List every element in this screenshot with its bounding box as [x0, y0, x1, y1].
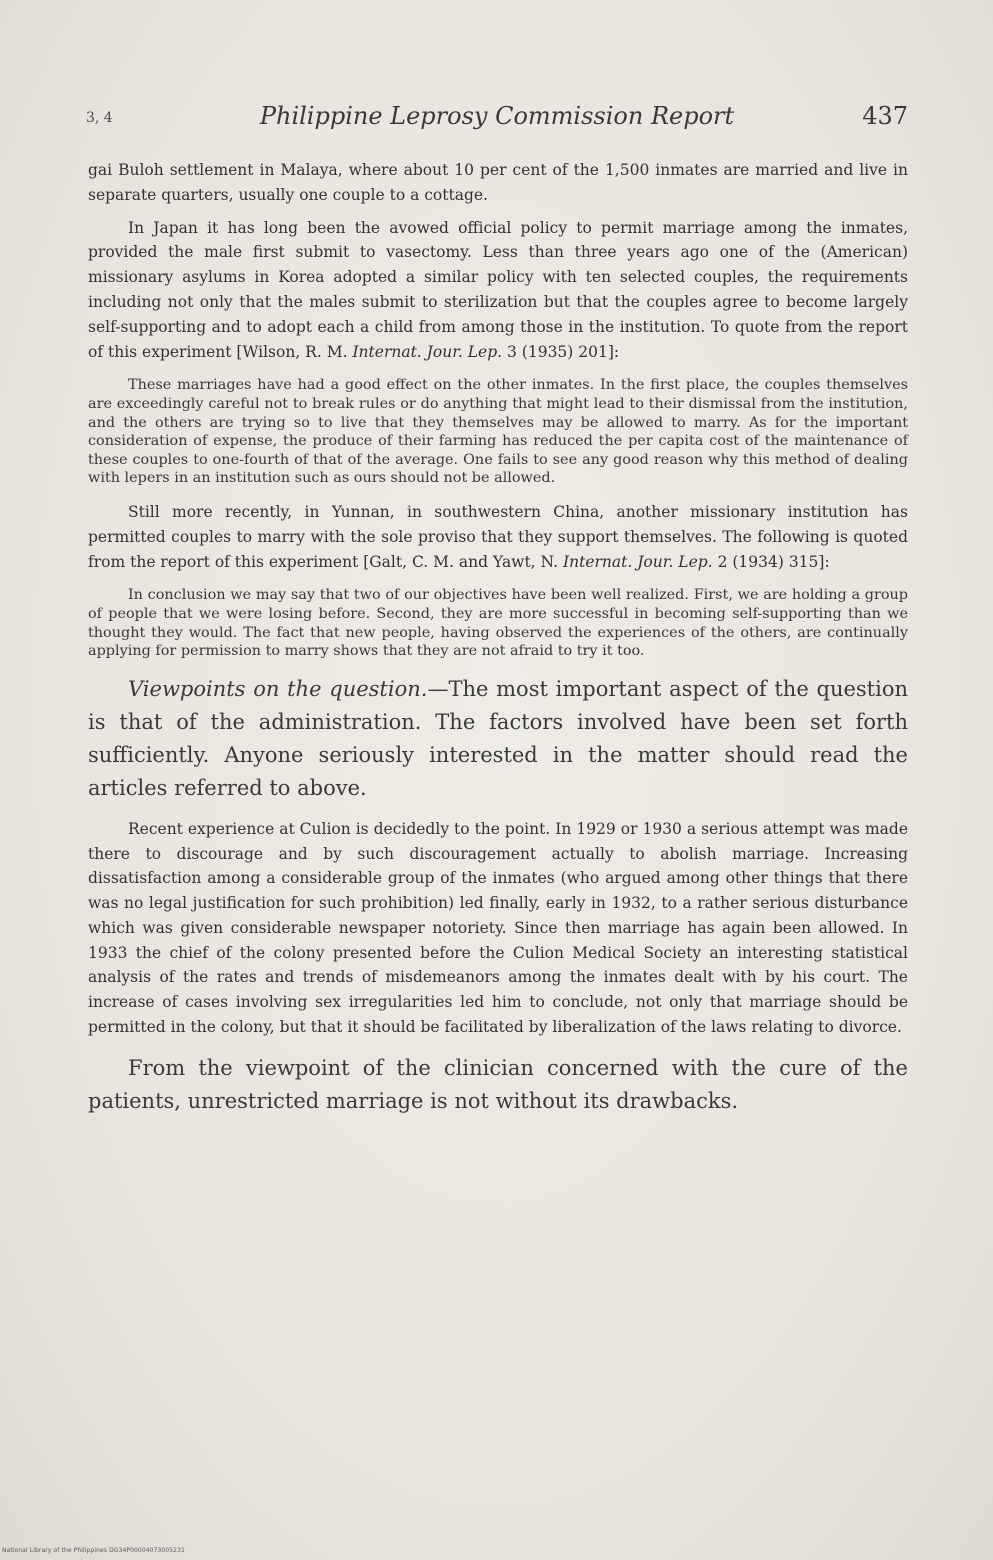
- page-header: [86, 102, 908, 142]
- running-title: Philippine Leprosy Commission Report: [259, 102, 735, 130]
- paragraph-clinician: From the viewpoint of the clinician concerned with the cure of the patients, unrestricted marriage is not without its drawbacks.: [88, 1055, 908, 1113]
- page-number: 437: [862, 102, 908, 130]
- paragraph-3: Still more recently, in Yunnan, in southwestern China, another missionary institution has permitted couples to marry with the sole proviso that they support themselves. The following is quoted from the report of this experiment [Galt, C. M. and Yawt, N. Internat. Jour. Lep. 2 (1934) 315]:: [88, 502, 908, 571]
- paragraph-1: gai Buloh settlement in Malaya, where about 10 per cent of the 1,500 inmates are married and live in separate quarters, usually one couple to a cottage.: [88, 161, 908, 204]
- paragraph-viewpoints: Viewpoints on the question.—The most important aspect of the question is that of the administration. The factors involved have been set forth sufficiently. Anyone seriously interested in the matter should read the articles referred to above.: [88, 676, 908, 800]
- body-text: [88, 158, 908, 1118]
- archive-footer: National Library of the Philippines DG34P00004073005231: [2, 1547, 185, 1554]
- paragraph-2: In Japan it has long been the avowed official policy to permit marriage among the inmates, provided the male first submit to vasectomy. Less than three years ago one of the (American) missionary asylums in Korea adopted a similar policy with ten selected couples, the requirements including not only that the males submit to sterilization but that the couples agree to become largely self-supporting and to adopt each a child from among those in the institution. To quote from the report of this experiment [Wilson, R. M. Internat. Jour. Lep. 3 (1935) 201]:: [88, 218, 908, 361]
- journal-title: Internat. Jour. Lep.: [352, 342, 503, 361]
- paragraph-culion: Recent experience at Culion is decidedly to the point. In 1929 or 1930 a serious attempt was made there to discourage and by such discouragement actually to abolish marriage. Increasing dissatisfaction among a considerable group of the inmates (who argued among other things that there was no legal justification for such prohibition) led finally, early in 1932, to a rather serious disturbance which was given considerable newspaper notoriety. Since then marriage has again been allowed. In 1933 the chief of the colony presented before the Culion Medical Society an interesting statistical analysis of the rates and trends of misdemeanors among the inmates dealt with by his court. The increase of cases involving sex irregularities led him to conclude, not only that marriage should be permitted in the colony, but that it should be facilitated by liberalization of the laws relating to divorce.: [88, 819, 908, 1037]
- block-quote-2: In conclusion we may say that two of our objectives have been well realized. First, we are holding a group of people that we were losing before. Second, they are more successful in becoming self-supporting than we thought they would. The fact that new people, having observed the experiences of the others, are continually applying for permission to marry shows that they are not afraid to try it too.: [88, 587, 908, 660]
- block-quote-1: These marriages have had a good effect on the other inmates. In the first place, the couples themselves are exceedingly careful not to break rules or do anything that might lead to their dismissal from the institution, and the others are trying so to live that they themselves may be allowed to marry. As for the important consideration of expense, the produce of their farming has reduced the per capita cost of the maintenance of these couples to one-fourth of that of the average. One fails to see any good reason why this method of dealing with lepers in an institution such as ours should not be allowed.: [88, 377, 908, 487]
- volume-number: 3, 4: [86, 110, 113, 126]
- journal-title: Internat. Jour. Lep.: [562, 552, 713, 571]
- section-lead-heading: Viewpoints on the question.: [128, 676, 428, 701]
